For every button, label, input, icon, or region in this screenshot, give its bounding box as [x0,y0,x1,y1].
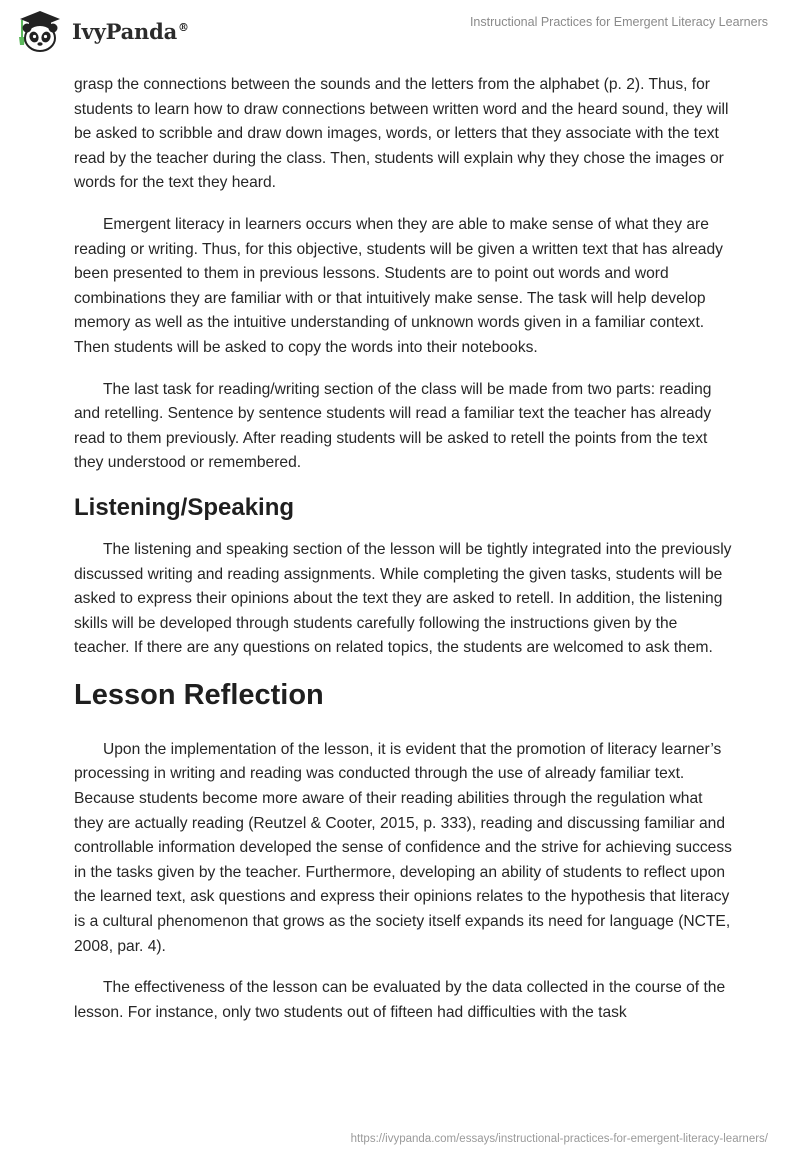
paragraph: The listening and speaking section of the lesson will be tightly integrated into the previously discussed writing and reading assignments. While completing the given tasks, students will be asked to express their opinions about the text they are asked to retell. In addition, the listening skills will be developed through students carefully following the instructions given by the teacher. If there are any questions on related topics, the students are welcomed to ask them. [74,540,732,657]
essay-content [74,73,734,1042]
panda-graduate-icon [14,9,66,53]
logo[interactable] [14,9,189,53]
page-header [0,0,800,64]
paragraph: The effectiveness of the lesson can be evaluated by the data collected in the course of the lesson. For instance, only two students out of fifteen had difficulties with the task [74,979,726,1021]
section-heading-reflection: Lesson Reflection [74,678,324,711]
logo-text: IvyPanda® [72,18,189,44]
footer-url[interactable]: https://ivypanda.com/essays/instructional-practices-for-emergent-literacy-learners/ [350,1133,768,1145]
paragraph: The last task for reading/writing section of the class will be made from two parts: reading and retelling. Sentence by sentence students will read a familiar text the teacher has already read to them previously. After reading students will be asked to retell the points from the text they understood or remembered. [74,380,712,472]
header-title: Instructional Practices for Emergent Literacy Learners [469,15,768,29]
paragraph: grasp the connections between the sounds and the letters from the alphabet (p. 2). Thus, for students to learn how to draw connections between written word and the heard sound, they will be asked to scribble and draw down images, words, or letters that they associate with the text read by the teacher during the class. Then, students will explain why they chose the images or words for the text they heard. [74,76,729,192]
paragraph: Upon the implementation of the lesson, it is evident that the promotion of literacy learner’s processing in writing and reading was conducted through the use of already familiar text. Because students become more aware of their reading abilities through the regulation what they are actually reading (Reutzel & Cooter, 2015, p. 333), reading and discussing familiar and controllable information developed the sense of confidence and the strive for achieving success in the tasks given by the teacher. Furthermore, developing an ability of students to reflect upon the learned text, ask questions and express their opinions relates to the hypothesis that literacy is a cultural phenomenon that grows as the society itself expands its need for language (NCTE, 2008, par. 4). [74,740,732,955]
section-heading-listening: Listening/Speaking [74,493,295,521]
paragraph: Emergent literacy in learners occurs when they are able to make sense of what they are reading or writing. Thus, for this objective, students will be given a written text that has already been presented to them in previous lessons. Students are to point out words and word combinations they are familiar with or that intuitively make sense. The task will help develop memory as well as the intuitive understanding of unknown words given in a familiar context. Then students will be asked to copy the words into their notebooks. [74,215,723,356]
